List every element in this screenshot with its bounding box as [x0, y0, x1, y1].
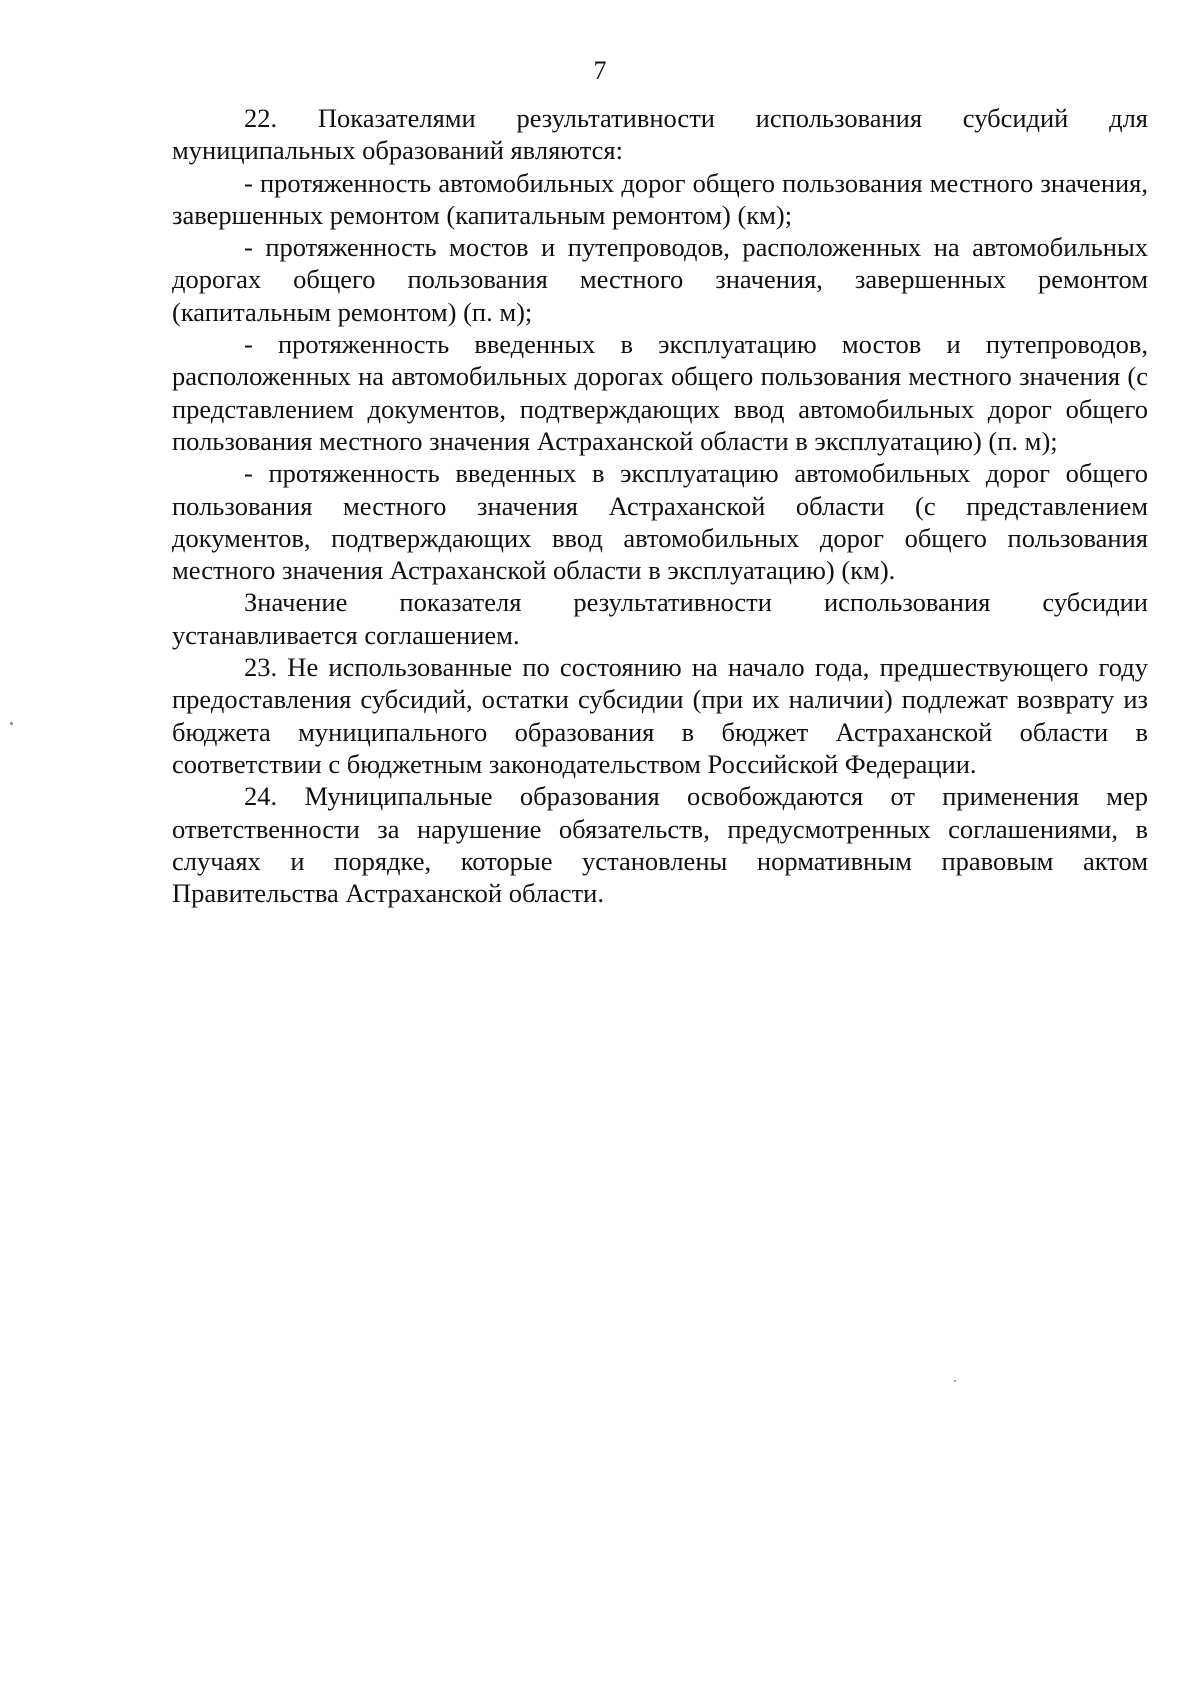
paragraph-22-intro: 22. Показателями результативности использования субсидий для муниципальных образований являются: [172, 103, 1148, 166]
indicator-roads-commissioned: - протяженность введенных в эксплуатацию автомобильных дорог общего пользования местного значения Астраханской области (с представлением документов, подтверждающих ввод автомобильных дорог общего пользования местного значения Астраханской области в эксплуатацию) (км). [172, 458, 1148, 586]
scan-speck [10, 722, 13, 725]
document-body [172, 102, 1148, 909]
indicator-bridges-repaired: - протяженность мостов и путепроводов, расположенных на автомобильных дорогах общего пользования местного значения, завершенных ремонтом (капитальным ремонтом) (п. м); [172, 232, 1148, 327]
paragraph-23: 23. Не использованные по состоянию на начало года, предшествующего году предоставления субсидий, остатки субсидии (при их наличии) подлежат возврату из бюджета муниципального образования в бюджет Астраханской области в соответствии с бюджетным законодательством Российской Федерации. [172, 652, 1148, 779]
indicator-roads-repaired: - протяженность автомобильных дорог общего пользования местного значения, завершенных ремонтом (капитальным ремонтом) (км); [172, 167, 1148, 230]
indicator-value-note: Значение показателя результативности использования субсидии устанавливается соглашением. [172, 587, 1148, 650]
page-number: 7 [593, 56, 607, 85]
indicator-bridges-commissioned: - протяженность введенных в эксплуатацию мостов и путепроводов, расположенных на автомобильных дорогах общего пользования местного значения (с представлением документов, подтверждающих ввод автомобильных дорог общего пользования местного значения Астраханской области в эксплуатацию) (п. м); [172, 329, 1148, 456]
paragraph-24: 24. Муниципальные образования освобождаются от применения мер ответственности за нарушение обязательств, предусмотренных соглашениями, в случаях и порядке, которые установлены нормативным правовым актом Правительства Астраханской области. [172, 781, 1148, 909]
scan-speck [954, 1380, 956, 1382]
